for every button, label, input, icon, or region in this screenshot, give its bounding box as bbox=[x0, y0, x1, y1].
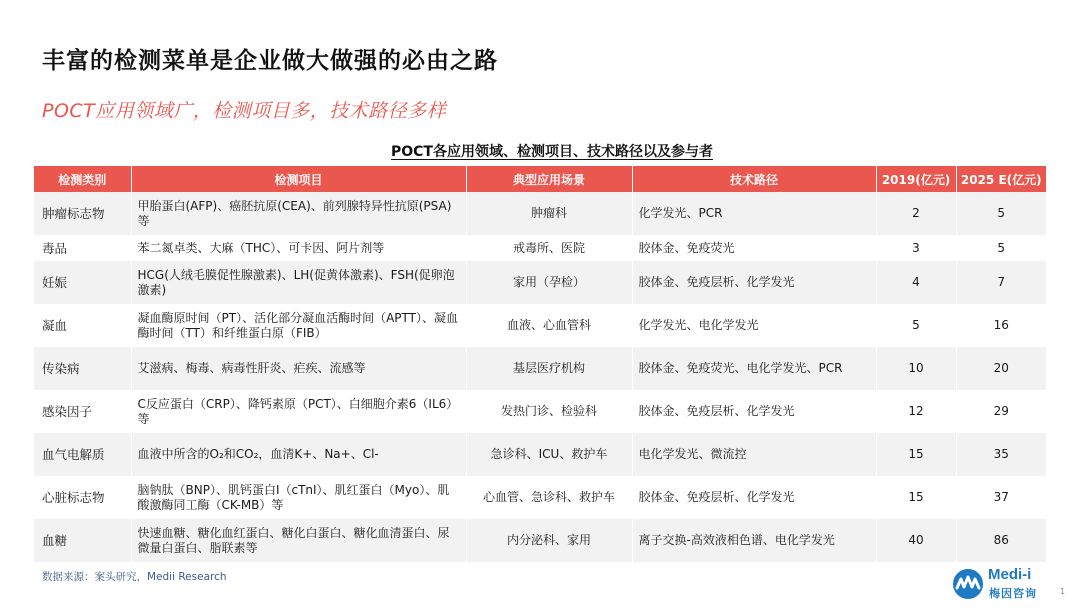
cell-items: 血液中所含的O₂和CO₂，血清K+、Na+、Cl- bbox=[131, 433, 466, 476]
cell-items: HCG(人绒毛膜促性腺激素)、LH(促黄体激素)、FSH(促卵泡激素) bbox=[131, 261, 466, 304]
cell-items: 甲胎蛋白(AFP)、癌胚抗原(CEA)、前列腺特异性抗原(PSA)等 bbox=[131, 192, 466, 235]
cell-scenario: 血液、心血管科 bbox=[466, 304, 632, 347]
cell-scenario: 内分泌科、家用 bbox=[466, 519, 632, 562]
cell-2019: 4 bbox=[876, 261, 956, 304]
header-2025: 2025 E(亿元) bbox=[956, 166, 1046, 192]
cell-scenario: 肿瘤科 bbox=[466, 192, 632, 235]
cell-2025: 20 bbox=[956, 347, 1046, 390]
cell-scenario: 家用（孕检） bbox=[466, 261, 632, 304]
cell-category: 妊娠 bbox=[34, 261, 131, 304]
cell-tech: 胶体金、免疫荧光 bbox=[632, 235, 876, 261]
cell-items: 苯二氮卓类、大麻（THC）、可卡因、阿片剂等 bbox=[131, 235, 466, 261]
cell-scenario: 发热门诊、检验科 bbox=[466, 390, 632, 433]
table-row bbox=[34, 304, 1046, 347]
cell-2025: 5 bbox=[956, 235, 1046, 261]
cell-items: 快速血糖、糖化血红蛋白、糖化白蛋白、糖化血清蛋白、尿微量白蛋白、脂联素等 bbox=[131, 519, 466, 562]
logo-chinese-name: 梅因咨询 bbox=[989, 587, 1037, 600]
cell-tech: 离子交换-高效液相色谱、电化学发光 bbox=[632, 519, 876, 562]
cell-tech: 化学发光、PCR bbox=[632, 192, 876, 235]
header-category: 检测类别 bbox=[34, 166, 131, 192]
page-number: 1 bbox=[1060, 587, 1066, 596]
cell-2019: 10 bbox=[876, 347, 956, 390]
cell-2019: 3 bbox=[876, 235, 956, 261]
header-tech: 技术路径 bbox=[632, 166, 876, 192]
table-header-row bbox=[34, 166, 1046, 192]
cell-2025: 16 bbox=[956, 304, 1046, 347]
cell-category: 传染病 bbox=[34, 347, 131, 390]
cell-2025: 35 bbox=[956, 433, 1046, 476]
poct-table bbox=[34, 166, 1046, 562]
cell-scenario: 戒毒所、医院 bbox=[466, 235, 632, 261]
medii-logo-icon bbox=[952, 568, 984, 600]
cell-category: 感染因子 bbox=[34, 390, 131, 433]
table-row bbox=[34, 192, 1046, 235]
slide-title: 丰富的检测菜单是企业做大做强的必由之路 bbox=[42, 48, 498, 74]
cell-2025: 29 bbox=[956, 390, 1046, 433]
header-items: 检测项目 bbox=[131, 166, 466, 192]
logo-name: Medi-i bbox=[988, 566, 1032, 583]
cell-2019: 2 bbox=[876, 192, 956, 235]
cell-2019: 12 bbox=[876, 390, 956, 433]
cell-tech: 胶体金、免疫荧光、电化学发光、PCR bbox=[632, 347, 876, 390]
cell-items: 凝血酶原时间（PT）、活化部分凝血活酶时间（APTT）、凝血酶时间（TT）和纤维蛋白原（FIB） bbox=[131, 304, 466, 347]
cell-tech: 化学发光、电化学发光 bbox=[632, 304, 876, 347]
table-row bbox=[34, 235, 1046, 261]
cell-2025: 86 bbox=[956, 519, 1046, 562]
cell-2025: 37 bbox=[956, 476, 1046, 519]
cell-2019: 5 bbox=[876, 304, 956, 347]
cell-category: 肿瘤标志物 bbox=[34, 192, 131, 235]
table-row bbox=[34, 433, 1046, 476]
cell-items: 脑钠肽（BNP）、肌钙蛋白I（cTnI）、肌红蛋白（Myo）、肌酸激酶同工酶（CK-MB）等 bbox=[131, 476, 466, 519]
cell-2025: 5 bbox=[956, 192, 1046, 235]
header-scenario: 典型应用场景 bbox=[466, 166, 632, 192]
table-row bbox=[34, 261, 1046, 304]
data-source-footnote: 数据来源：案头研究，Medii Research bbox=[42, 571, 227, 583]
cell-scenario: 基层医疗机构 bbox=[466, 347, 632, 390]
cell-items: 艾滋病、梅毒、病毒性肝炎、疟疾、流感等 bbox=[131, 347, 466, 390]
cell-2019: 15 bbox=[876, 433, 956, 476]
cell-category: 心脏标志物 bbox=[34, 476, 131, 519]
cell-2025: 7 bbox=[956, 261, 1046, 304]
header-2019: 2019(亿元) bbox=[876, 166, 956, 192]
table-row bbox=[34, 390, 1046, 433]
table-row bbox=[34, 519, 1046, 562]
cell-category: 毒品 bbox=[34, 235, 131, 261]
medii-logo bbox=[952, 566, 1044, 602]
cell-tech: 胶体金、免疫层析、化学发光 bbox=[632, 476, 876, 519]
table-caption: POCT各应用领域、检测项目、技术路径以及参与者 bbox=[391, 144, 713, 160]
cell-category: 血糖 bbox=[34, 519, 131, 562]
slide-subtitle: POCT应用领域广，检测项目多，技术路径多样 bbox=[42, 100, 447, 122]
cell-tech: 胶体金、免疫层析、化学发光 bbox=[632, 261, 876, 304]
cell-category: 凝血 bbox=[34, 304, 131, 347]
table-row bbox=[34, 347, 1046, 390]
cell-2019: 40 bbox=[876, 519, 956, 562]
table-row bbox=[34, 476, 1046, 519]
cell-tech: 电化学发光、微流控 bbox=[632, 433, 876, 476]
cell-category: 血气电解质 bbox=[34, 433, 131, 476]
cell-items: C反应蛋白（CRP）、降钙素原（PCT）、白细胞介素6（IL6）等 bbox=[131, 390, 466, 433]
cell-scenario: 急诊科、ICU、救护车 bbox=[466, 433, 632, 476]
cell-scenario: 心血管、急诊科、救护车 bbox=[466, 476, 632, 519]
cell-2019: 15 bbox=[876, 476, 956, 519]
cell-tech: 胶体金、免疫层析、化学发光 bbox=[632, 390, 876, 433]
